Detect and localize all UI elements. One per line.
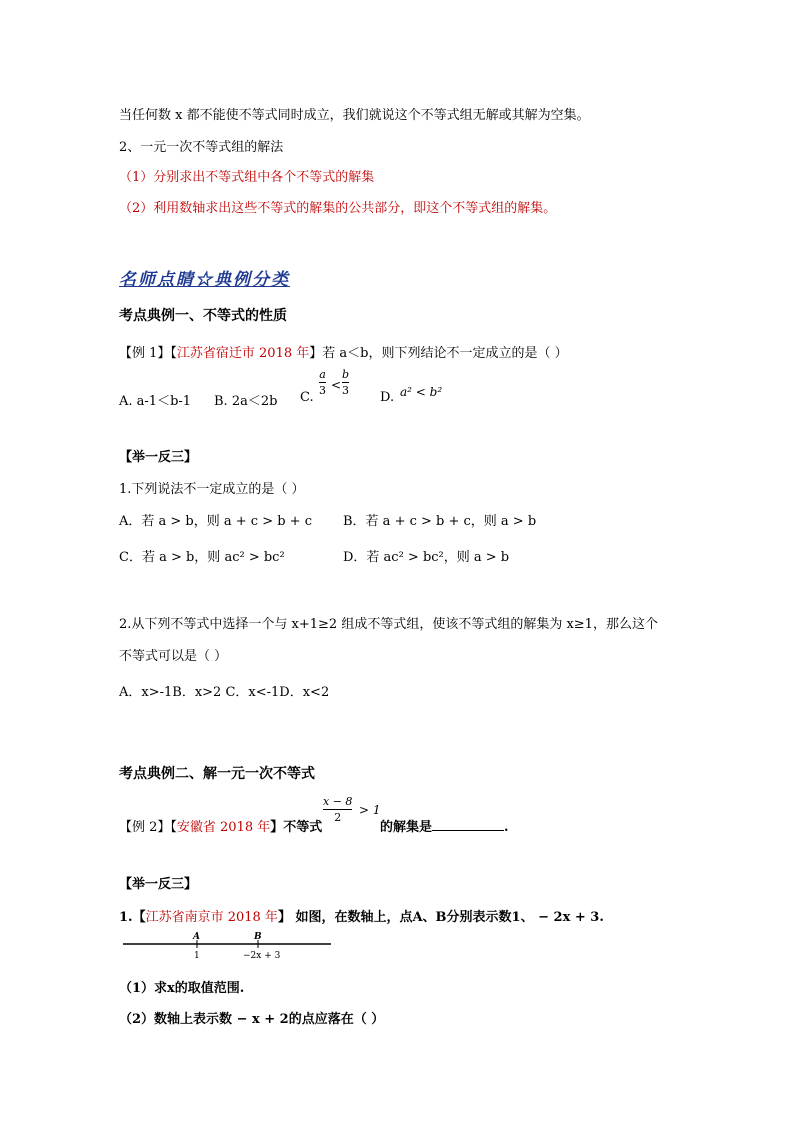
fraction-numerator: x − 8 <box>323 795 353 808</box>
fraction-denominator: 3 <box>319 384 326 397</box>
point-b-label: B <box>254 932 262 942</box>
practice2-q1-source: 江苏省南京市 2018 年 <box>145 910 278 925</box>
example1-option-c-fraction-b <box>342 368 349 397</box>
answer-blank[interactable] <box>432 818 504 831</box>
practice1-q1-option-c: C．若 a > b，则 ac² > bc² <box>119 550 285 565</box>
practice2-title: 【举一反三】 <box>119 877 198 892</box>
example1-option-c-fraction-a <box>319 368 326 397</box>
fraction-denominator: 2 <box>334 811 342 824</box>
fraction-numerator: b <box>342 368 350 381</box>
practice1-question-2-line1: 2.从下列不等式中选择一个与 x+1≥2 组成不等式组，使该不等式组的解集为 x≥1，那么这个 <box>119 617 658 632</box>
intro-step-2: （2）利用数轴求出这些不等式的解集的公共部分，即这个不等式组的解集。 <box>119 201 557 216</box>
example1-tag-close: 】 <box>309 346 323 361</box>
section1-title: 考点典例一、不等式的性质 <box>119 308 287 324</box>
intro-line-empty-set: 当任何数 x 都不能使不等式同时成立，我们就说这个不等式组无解或其解为空集。 <box>119 108 590 123</box>
example2-tail-text: 的解集是 <box>380 820 433 835</box>
point-b-value: −2x + 3 <box>243 951 281 961</box>
practice2-sub-question-2: （2）数轴上表示数 − x + 2的点应落在（ ） <box>119 1012 385 1027</box>
example1-option-d-prefix: D. <box>380 390 395 405</box>
intro-line-solution-method: 2、一元一次不等式组的解法 <box>119 140 284 155</box>
practice2-question-1 <box>119 906 604 925</box>
example1-option-d-expression: a² < b² <box>400 385 443 399</box>
practice1-question-1: 1.下列说法不一定成立的是（ ） <box>119 482 305 497</box>
example1-option-c-relation: < <box>331 378 342 392</box>
fraction-numerator: a <box>319 368 326 381</box>
practice1-question-2-options: A．x>-1B．x>2 C．x<-1D．x<2 <box>119 685 330 700</box>
example2-relation: > 1 <box>359 803 381 817</box>
practice1-q1-option-b: B．若 a + c > b + c，则 a > b <box>343 514 537 529</box>
practice1-q1-option-a: A．若 a > b，则 a + c > b + c <box>119 514 312 529</box>
practice1-question-2-line2: 不等式可以是（ ） <box>119 649 228 664</box>
fraction-denominator: 3 <box>342 384 350 397</box>
example2-tag-close: 】不等式 <box>270 820 323 835</box>
example2-source: 安徽省 2018 年 <box>176 820 271 835</box>
practice2-sub-question-1: （1）求x的取值范围. <box>119 981 245 996</box>
example1-tag: 【例 1】【 <box>119 346 177 361</box>
point-a-label: A <box>193 932 200 942</box>
intro-step-1: （1）分别求出不等式组中各个不等式的解集 <box>119 170 375 185</box>
example1-source: 江苏省宿迁市 2018 年 <box>176 346 310 361</box>
practice2-q1-text: 】 如图，在数轴上，点A、B分别表示数1、 − 2x + 3. <box>277 910 604 925</box>
example1-option-b: B. 2a＜2b <box>214 394 278 409</box>
practice1-title: 【举一反三】 <box>119 450 198 465</box>
section2-title: 考点典例二、解一元一次不等式 <box>119 766 315 782</box>
section-banner: 名师点睛☆典例分类 <box>119 270 290 290</box>
example1-option-c-prefix: C. <box>300 390 314 405</box>
example1-option-a: A. a-1＜b-1 <box>119 394 192 409</box>
number-line-figure <box>119 930 334 966</box>
example1-question: 若 a＜b，则下列结论不一定成立的是（ ） <box>322 346 568 361</box>
practice1-q1-option-d: D．若 ac² > bc²，则 a > b <box>343 550 510 565</box>
example2-line <box>119 816 322 835</box>
example1-line <box>119 342 568 361</box>
example2-tail: 的解集是 . <box>380 820 509 835</box>
point-a-value: 1 <box>194 951 200 961</box>
example2-tag: 【例 2】【 <box>119 820 177 835</box>
example2-fraction <box>323 795 352 824</box>
practice2-q1-prefix: 1.【 <box>119 910 146 925</box>
